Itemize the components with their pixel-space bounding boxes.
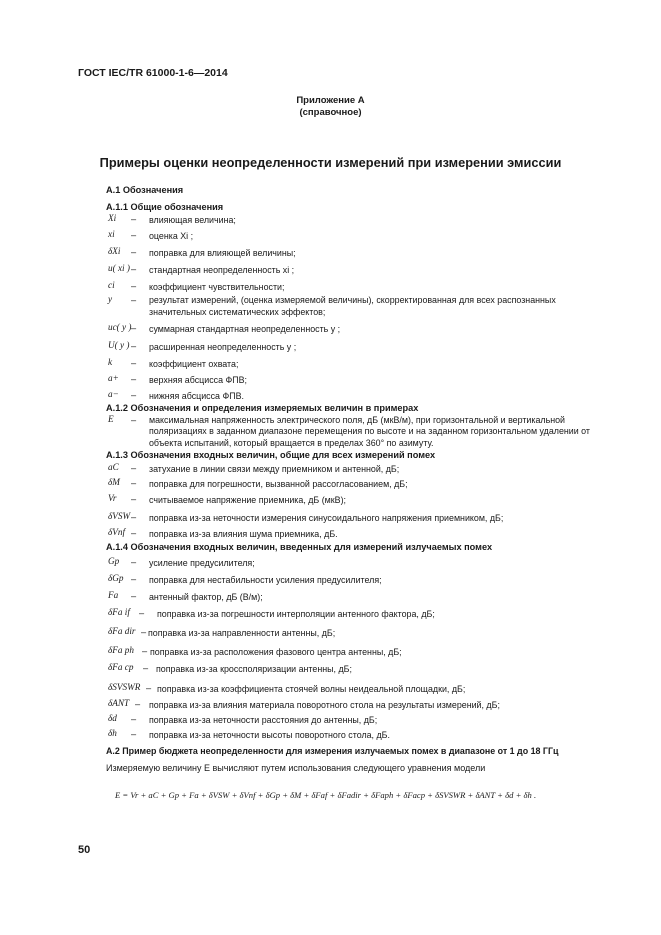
symbol: δGp: [108, 573, 124, 583]
symbol-description: поправка из-за влияния шума приемника, дБ.: [149, 529, 338, 539]
symbol-description: поправка из-за направленности антенны, дБ;: [148, 628, 336, 638]
symbol: a+: [108, 373, 119, 383]
symbol-description: поправка из-за коэффициента стоячей волны неидеальной площадки, дБ;: [157, 684, 466, 694]
dash: –: [131, 295, 137, 305]
symbol-description: коэффициент охвата;: [149, 359, 239, 369]
model-equation: E = Vr + aC + Gp + Fa + δVSW + δVnf + δGp + δM + δFaf + δFadir + δFaph + δFacp + δSVSWR + δANT + δd + δh .: [115, 790, 537, 800]
section-heading-a12: А.1.2 Обозначения и определения измеряемых величин в примерах: [106, 403, 419, 413]
symbol-description: коэффициент чувствительности;: [149, 282, 285, 292]
dash: –: [131, 323, 137, 333]
dash: –: [131, 557, 137, 567]
symbol: xi: [108, 229, 115, 239]
symbol: Gp: [108, 556, 120, 566]
symbol: u( xi ): [108, 263, 130, 273]
dash: –: [131, 264, 137, 274]
symbol: Xi: [108, 213, 117, 223]
appendix-subtitle: (справочное): [299, 107, 362, 118]
symbol-description: поправка из-за неточности высоты поворотного стола, дБ.: [149, 730, 390, 740]
symbol-description: влияющая величина;: [149, 215, 236, 225]
symbol: Vr: [108, 493, 117, 503]
symbol-description: оценка Xi ;: [149, 231, 194, 241]
symbol: δh: [108, 728, 117, 738]
dash: –: [131, 574, 137, 584]
symbol-description: поправка из-за неточности измерения синусоидального напряжения приемником, дБ;: [149, 513, 504, 523]
section-heading-a13: А.1.3 Обозначения входных величин, общие для всех измерений помех: [106, 450, 436, 460]
document-header: ГОСТ IEC/TR 61000-1-6—2014: [78, 67, 228, 79]
symbol: δVSW: [108, 511, 131, 521]
symbol: a−: [108, 389, 119, 399]
dash: –: [139, 608, 145, 618]
symbol-description: считываемое напряжение приемника, дБ (мкВ);: [149, 495, 346, 505]
symbol: δFa if: [108, 607, 130, 617]
symbol-description: поправка для нестабильности усиления предусилителя;: [149, 575, 382, 585]
section-heading-a11: А.1.1 Общие обозначения: [106, 202, 224, 212]
symbol-description: поправка из-за неточности расстояния до антенны, дБ;: [149, 715, 378, 725]
symbol: δANT: [108, 698, 130, 708]
symbol: aC: [108, 462, 119, 472]
dash: –: [131, 415, 137, 425]
symbol: y: [108, 294, 113, 304]
dash: –: [131, 729, 137, 739]
symbol: δSVSWR: [108, 682, 141, 692]
dash: –: [131, 214, 137, 224]
symbol: δFa cp: [108, 662, 134, 672]
symbol-description: усиление предусилителя;: [149, 558, 255, 568]
symbol-description: суммарная стандартная неопределенность y ;: [149, 324, 341, 334]
symbol-description: затухание в линии связи между приемником и антенной, дБ;: [149, 464, 400, 474]
symbol: δM: [108, 477, 120, 487]
section-heading-a14: А.1.4 Обозначения входных величин, введенных для измерений излучаемых помех: [106, 542, 493, 552]
symbol-description: поправка для влияющей величины;: [149, 248, 296, 258]
symbol: ci: [108, 280, 115, 290]
symbol: uc( y ): [108, 322, 132, 332]
symbol-description: поправка для погрешности, вызванной рассогласованием, дБ;: [149, 479, 408, 489]
dash: –: [131, 341, 137, 351]
page-title: Примеры оценки неопределенности измерений при измерении эмиссии: [99, 155, 562, 170]
symbol: U( y ): [108, 340, 130, 350]
dash: –: [146, 683, 152, 693]
dash: –: [131, 358, 137, 368]
dash: –: [131, 494, 137, 504]
symbol-description: антенный фактор, дБ (В/м);: [149, 592, 263, 602]
symbol-description: верхняя абсцисса ФПВ;: [149, 375, 247, 385]
dash: –: [131, 463, 137, 473]
section-heading-a1: А.1 Обозначения: [106, 185, 184, 195]
symbol-description: стандартная неопределенность xi ;: [149, 265, 295, 275]
symbol: δVnf: [108, 527, 126, 537]
page-number: 50: [78, 844, 91, 856]
dash: –: [135, 699, 141, 709]
dash: –: [131, 528, 137, 538]
dash: –: [131, 478, 137, 488]
symbol-description: результат измерений, (оценка измеряемой величины), скорректированная для всех распознанных значительных систематических эффектов;: [149, 295, 556, 317]
dash: –: [142, 646, 148, 656]
dash: –: [141, 627, 147, 637]
dash: –: [131, 374, 137, 384]
paragraph: Измеряемую величину E вычисляют путем использования следующего уравнения модели: [106, 763, 486, 773]
dash: –: [131, 247, 137, 257]
symbol: δd: [108, 713, 117, 723]
symbol-description: максимальная напряженность электрического поля, дБ (мкВ/м), при горизонтальной и вертикальной поляризациях в заданном диапазоне перемещения по высоте и на заданном горизонтальном удалении от объекта испытаний, который вращается в пределах 360° по азимуту.: [149, 415, 590, 448]
symbol: δFa ph: [108, 645, 134, 655]
dash: –: [131, 390, 137, 400]
symbol: Fa: [108, 590, 119, 600]
symbol: E: [108, 414, 114, 424]
symbol: δFa dir: [108, 626, 136, 636]
section-heading-a2: А.2 Пример бюджета неопределенности для измерения излучаемых помех в диапазоне от 1 до 18 ГГц: [106, 746, 559, 756]
symbol: δXi: [108, 246, 121, 256]
symbol-description: поправка из-за погрешности интерполяции антенного фактора, дБ;: [157, 609, 435, 619]
symbol-description: поправка из-за кроссполяризации антенны, дБ;: [156, 664, 352, 674]
symbol-description: расширенная неопределенность y ;: [149, 342, 297, 352]
symbol-description: нижняя абсцисса ФПВ.: [149, 391, 244, 401]
symbol-description: поправка из-за расположения фазового центра антенны, дБ;: [150, 647, 402, 657]
appendix-title: Приложение А: [296, 95, 365, 106]
dash: –: [131, 230, 137, 240]
symbol: k: [108, 357, 113, 367]
symbol-description: поправка из-за влияния материала поворотного стола на результаты измерений, дБ;: [149, 700, 500, 710]
dash: –: [131, 512, 137, 522]
dash: –: [131, 714, 137, 724]
dash: –: [131, 591, 137, 601]
dash: –: [131, 281, 137, 291]
dash: –: [143, 663, 149, 673]
